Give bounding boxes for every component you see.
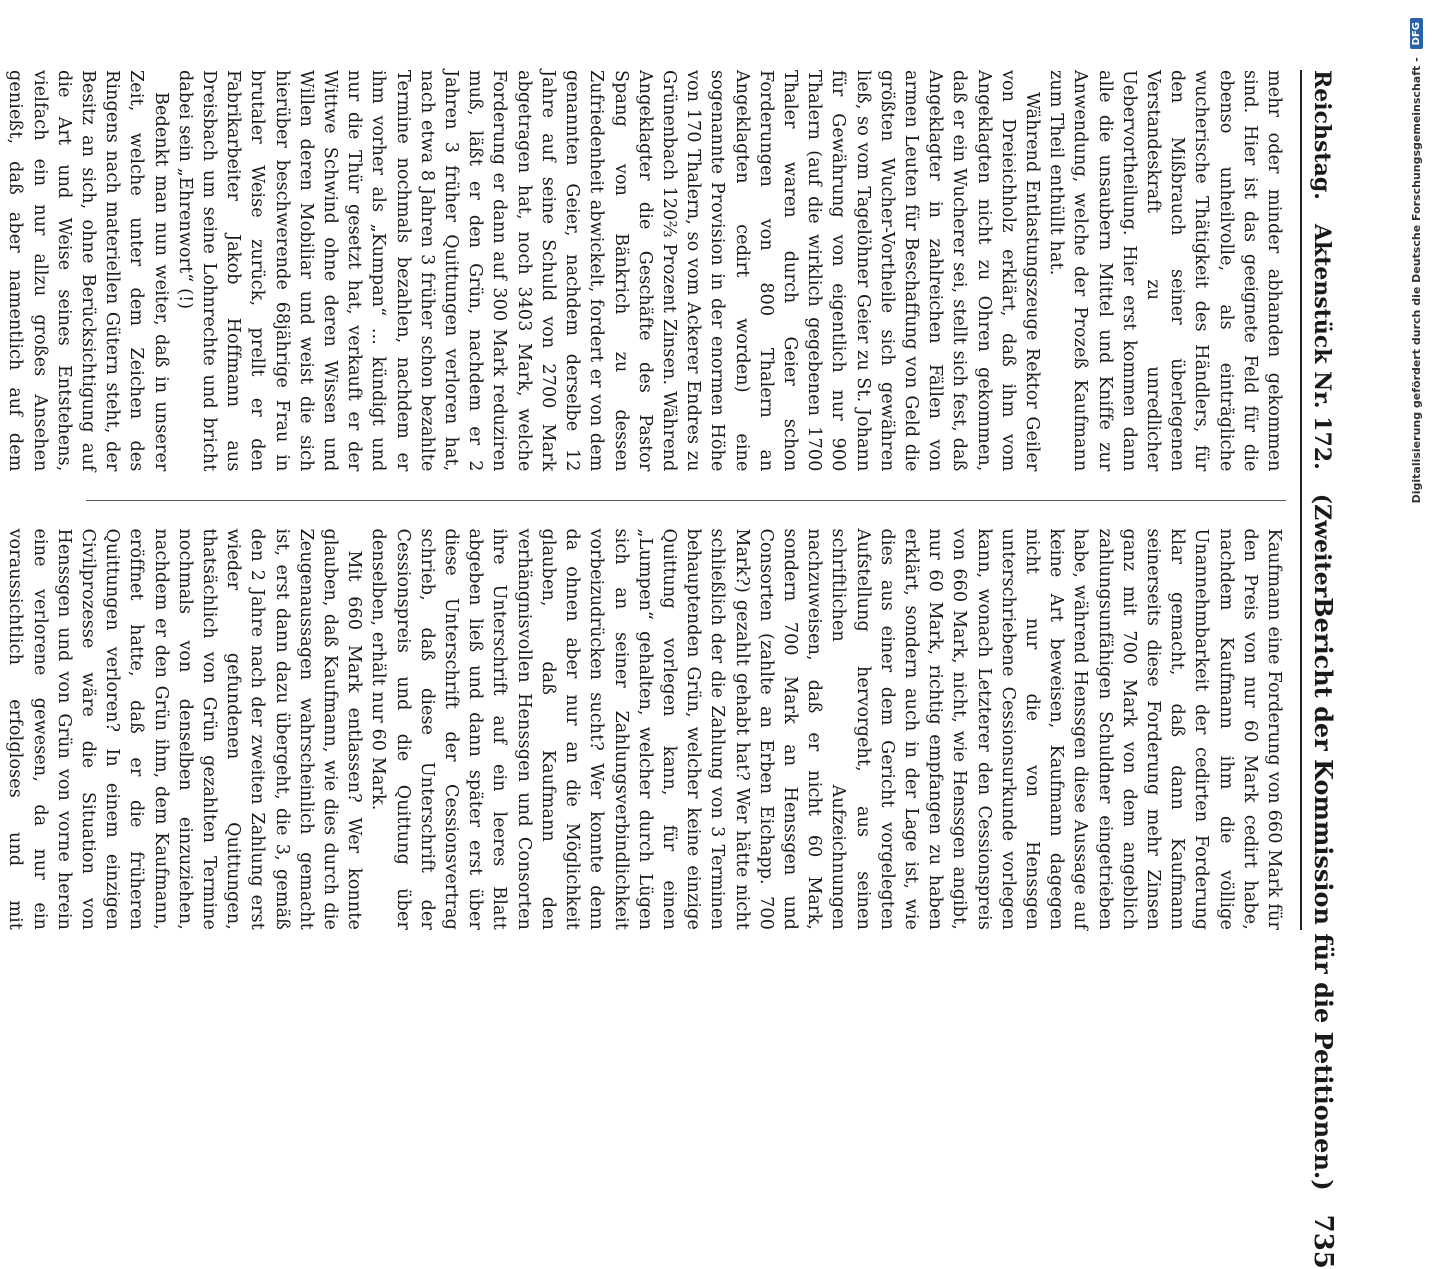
digitization-credit-text <box>1410 8 1423 988</box>
left-column <box>5 70 1286 472</box>
page-number: 735 <box>1308 1214 1338 1269</box>
page-header <box>1300 70 1338 1269</box>
column-divider <box>86 500 1286 501</box>
dfg-logo: DFG <box>1410 18 1423 49</box>
text-columns <box>5 70 1286 930</box>
left-paragraph: mehr oder minder abhanden gekommen sind. Hier ist das geeignete Feld für die ebenso unheilvolle, als einträgliche wucherische Thätigkeit des Händlers, für den Mißbrauch seiner überlegenen Verstandeskraft zu unredlicher Uebervortheilung. Hier erst kommen dann alle die unsaubern Mittel und Kniffe zur Anwendung, welche der Prozeß Kaufmann zum Theil enthüllt hat. <box>1046 70 1284 472</box>
header-right <box>1308 597 1338 1269</box>
right-paragraph: Mit 660 Mark entlassen? Wer konnte glauben, daß Kaufmann, wie dies durch die Zeugenaussagen wahrscheinlich gemacht ist, erst dann dazu übergeht, die 3, gemäß den 2 Jahre nach der zweiten Zahlung erst wieder gefundenen Quittungen, thatsächlich von Grün gezahlten Termine nochmals von denselben einzuziehen, nachdem er den Grün ihm, dem Kaufmann, eröffnet hatte, daß er die früheren Quittungen verloren? In einem einzigen Civilprozesse wäre die Situation von Henssgen und von Grün von vorne herein eine verlorene gewesen, da nur ein voraussichtlich erfolgloses und mit <box>5 528 365 930</box>
header-attachment: Aktenstück Nr. 172. <box>1309 223 1335 470</box>
header-left-title: Reichstag. <box>1309 70 1335 200</box>
digitization-credit <box>1408 8 1430 988</box>
right-column <box>5 528 1286 931</box>
credit-text: Digitalisierung gefördert durch die Deutsche Forschungsgemeinschaft - <box>1410 57 1423 504</box>
header-right-title: Bericht der Kommission für die Petitionen.) <box>1309 597 1338 1191</box>
scanned-page <box>5 20 1378 1269</box>
left-paragraph: Bedenkt man nun weiter, daß in unserer Zeit, welche unter dem Zeichen des Ringens nach materiellen Gütern steht, der Besitz an sich, ohne Berücksichtigung auf die Art und Weise seines Entstehens, vielfach ein nur allzu großes Ansehen genießt, daß aber namentlich auf dem <box>5 70 171 472</box>
header-left <box>1309 70 1335 597</box>
left-paragraph: Während Entlastungszeuge Rektor Geiler von Dreieichholz erklärt, daß ihm vom Angeklagten nicht zu Ohren gekommen, daß er ein Wucherer sei, stellt sich fest, daß Angeklagter in zahlreichen Fällen von armen Leuten für Beschaffung von Geld die größten Wucher-Vortheile sich gewähren ließ, so vom Tagelöhner Geier zu St. Johann für Gewährung von eigentlich nur 900 Thalern (auf die wirklich gegebenen 1700 Thaler waren durch Geier schon Forderungen von 800 Thalern an Angeklagten cedirt worden) eine sogenannte Provision in der enormen Höhe von 170 Thalern, so vom Ackerer Endres zu Grünenbach 120⅔ Prozent Zinsen. Während Angeklagter die Geschäfte des Pastor Spang von Bänkrich zu dessen Zufriedenheit abwickelt, fordert er von dem genannten Geier, nachdem derselbe 12 Jahre auf seine Schuld von 2700 Mark abgetragen hat, noch 3403 Mark, welche Forderung er dann auf 300 Mark reduziren muß, läßt er den Grün, nachdem er 2 Jahren 3 früher Quittungen verloren hat, nach etwa 8 Jahren 3 früher schon bezahlte Termine nochmals bezahlen, nachdem er ihm vorher als „Kumpan“ ... kündigt und nur die Thür gesetzt hat, verkauft er der Wittwe Schwind ohne deren Wissen und Willen deren Mobiliar und weist die sich hierüber beschwerende 68jährige Frau in brutaler Weise zurück, prellt er den Fabrikarbeiter Jakob Hoffmann aus Dreisbach um seine Lohnrechte und bricht dabei sein „Ehrenwort“ (!) <box>174 70 1042 472</box>
header-series: (Zweiter <box>1309 493 1335 598</box>
right-paragraph: Kaufmann eine Forderung von 660 Mark für den Preis von nur 60 Mark cedirt habe, nachdem Kaufmann ihm die völlige Unannehmbarkeit der cedirten Forderung klar gemacht, daß dann Kaufmann seinerseits diese Forderung mehr Zinsen ganz mit 700 Mark von dem angeblich zahlungsunfähigen Schuldner eingetrieben habe, während Henssgen diese Aussage auf keine Art beweisen, Kaufmann dagegen nicht nur die von Henssgen unterschriebene Cessionsurkunde vorlegen kann, wonach Letzterer den Cessionspreis von 660 Mark, nicht, wie Henssgen angibt, nur 60 Mark, richtig empfangen zu haben erklärt, sondern auch in der Lage ist, wie dies aus einer dem Gericht vorgelegten Aufstellung hervorgeht, aus seinen schriftlichen Aufzeichnungen nachzuweisen, daß er nicht 60 Mark, sondern 700 Mark an Henssgen und Consorten (zahlte an Erben Eichapp. 700 Mark?) gezahlt gehabt hat? Wer hätte nicht schließlich der die Zahlung von 3 Terminen behauptenden Grün, welcher keine einzige Quittung vorlegen kann, für einen „Lumpen“ gehalten, welcher durch Lügen sich an seiner Zahlungsverbindlichkeit vorbeizudrücken sucht? Wer konnte denn da ohnen aber nur an die Möglichkeit glauben, daß Kaufmann den verhängnisvollen Henssgen und Consorten ihre Unterschrift auf ein leeres Blatt abgeben ließ und dann später erst über diese Unterschrift der Cessionsvertrag schrieb, daß diese Unterschrift der Cessionspreis und die Quittung über denselben, erhält nur 60 Mark. <box>368 528 1284 930</box>
